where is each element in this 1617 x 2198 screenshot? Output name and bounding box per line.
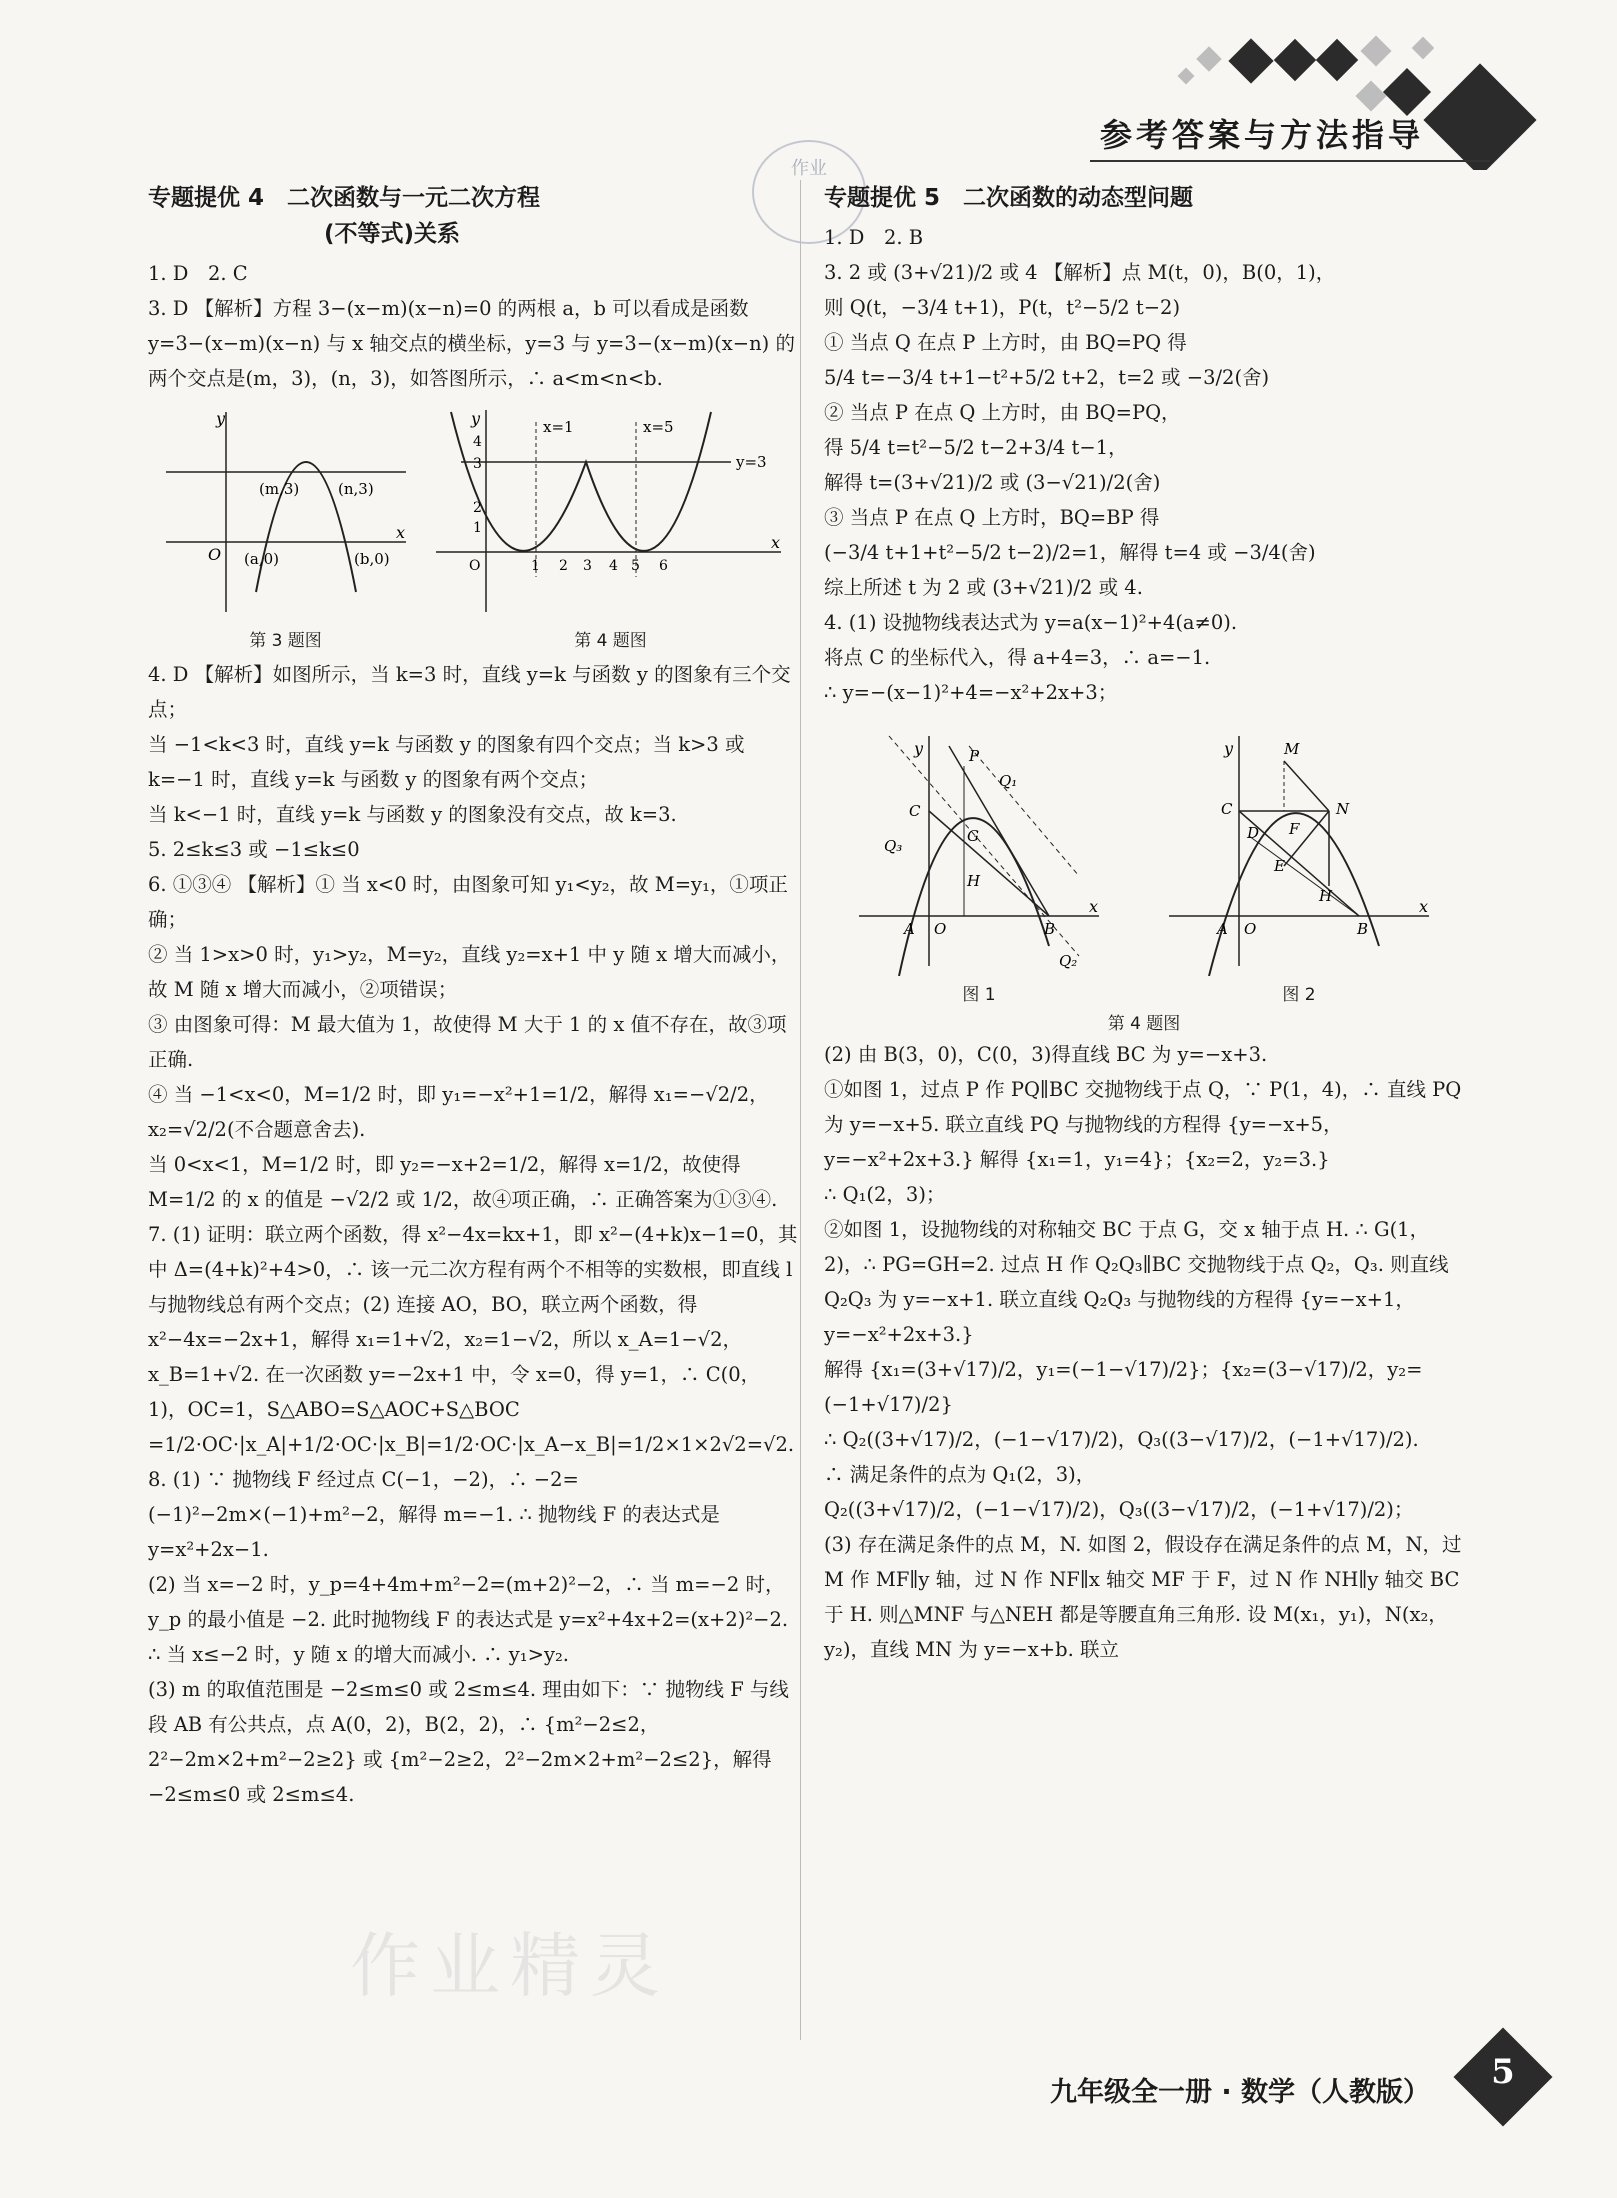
- figure-r-4-1-caption: 图 1: [962, 985, 996, 1005]
- svg-text:G: G: [967, 827, 979, 845]
- answer-5: 5. 2≤k≤3 或 −1≤k≤0: [148, 838, 360, 861]
- svg-text:D: D: [1247, 824, 1260, 842]
- answer-r-3-line7: 解得 t=(3+√21)/2 或 (3−√21)/2(舍): [824, 471, 1161, 494]
- svg-text:2: 2: [472, 500, 482, 516]
- answer-r-4-line2: 将点 C 的坐标代入，得 a+4=3，∴ a=−1.: [824, 646, 1211, 669]
- answer-8-part1: 8. (1) ∵ 抛物线 F 经过点 C(−1，−2)，∴ −2=(−1)²−2m×(−1)+m²−2，解得 m=−1. ∴ 抛物线 F 的表达式是 y=x²+2x−1.: [148, 1468, 720, 1561]
- svg-text:O: O: [934, 920, 947, 938]
- figure-r-4-2: [1159, 716, 1439, 1007]
- answer-r-3-line3: ① 当点 Q 在点 P 上方时，由 BQ=PQ 得: [824, 331, 1187, 354]
- answer-6-part4: ④ 当 −1<x<0，M=1/2 时，即 y₁=−x²+1=1/2，解得 x₁=−√2/2，x₂=√2/2(不合题意舍去).: [148, 1083, 769, 1141]
- answer-4-part3: 当 k<−1 时，直线 y=k 与函数 y 的图象没有交点，故 k=3.: [148, 803, 677, 826]
- svg-text:(a,0): (a,0): [243, 550, 279, 568]
- section-title-5: 专题提优 5 二次函数的动态型问题: [824, 185, 1194, 211]
- svg-text:4: 4: [608, 558, 618, 574]
- svg-text:2: 2: [558, 558, 568, 574]
- figure-r-4-2-graph: [1159, 716, 1439, 976]
- answer-r-3-line8: ③ 当点 P 在点 Q 上方时，BQ=BP 得: [824, 506, 1160, 529]
- svg-text:O: O: [207, 545, 221, 564]
- section-title-4-line1: 专题提优 4 二次函数与一元二次方程: [148, 185, 541, 211]
- figure-4-graph: [431, 402, 791, 622]
- svg-text:y: y: [470, 409, 480, 428]
- answer-r-4-line8: 解得 {x₁=(3+√17)/2，y₁=(−1−√17)/2}；{x₂=(3−√17)/2，y₂=(−1+√17)/2}: [824, 1358, 1423, 1416]
- answer-r-3-line5: ② 当点 P 在点 Q 上方时，由 BQ=PQ，: [824, 401, 1181, 424]
- figure-3-caption: 第 3 题图: [249, 631, 322, 651]
- answer-4-part1: 4. D 【解析】如图所示，当 k=3 时，直线 y=k 与函数 y 的图象有三个交点；: [148, 663, 791, 721]
- answer-8-part3: (3) m 的取值范围是 −2≤m≤0 或 2≤m≤4. 理由如下：∵ 抛物线 F 与线段 AB 有公共点，点 A(0，2)，B(2，2)，∴ {m²−2≤2，2²−2m×2+m²−2≥2} 或 {m²−2≥2，2²−2m×2+m²−2≤2}，解得 −2≤m≤0 或 2≤m≤4.: [148, 1678, 789, 1806]
- left-column: [148, 180, 798, 1812]
- svg-text:(m,3): (m,3): [258, 480, 299, 498]
- footer-book-title: 九年级全一册 · 数学（人教版）: [1050, 2077, 1431, 2108]
- answer-7-part1: 7. (1) 证明：联立两个函数，得 x²−4x=kx+1，即 x²−(4+k)x−1=0，其中 Δ=(4+k)²+4>0，∴ 该一元二次方程有两个不相等的实数根，即直线 l 与抛物线总有两个交点；(2) 连接 AO，BO，联立两个函数，得 x²−4x=−2x+1，解得 x₁=1+√2，x₂=1−√2，所以 x_A=1−√2，x_B=1+√2. 在一次函数 y=−2x+1 中，令 x=0，得 y=1，∴ C(0，1)，OC=1，S△ABO=S△AOC+S△BOC: [148, 1223, 798, 1421]
- svg-text:A: A: [1217, 920, 1228, 938]
- svg-text:x=1: x=1: [542, 418, 574, 436]
- answer-r-4-line7: ②如图 1，设抛物线的对称轴交 BC 于点 G，交 x 轴于点 H. ∴ G(1，2)，∴ PG=GH=2. 过点 H 作 Q₂Q₃∥BC 交抛物线于点 Q₂，Q₃. 则直线 Q₂Q₃ 为 y=−x+1. 联立直线 Q₂Q₃ 与抛物线的方程得 {y=−x+1，y=−x²+2x+3.}: [824, 1218, 1449, 1346]
- answer-r-4-line6: ∴ Q₁(2，3)；: [824, 1183, 946, 1206]
- answer-r-3-line6: 得 5/4 t=t²−5/2 t−2+3/4 t−1，: [824, 436, 1128, 459]
- svg-text:O: O: [1244, 920, 1257, 938]
- svg-text:Q₂: Q₂: [1059, 952, 1078, 970]
- svg-text:x: x: [1089, 897, 1099, 916]
- figure-4-caption: 第 4 题图: [574, 631, 647, 651]
- figure-r-4-2-caption: 图 2: [1282, 985, 1316, 1005]
- answer-8-part2: (2) 当 x=−2 时，y_p=4+4m+m²−2=(m+2)²−2，∴ 当 m=−2 时，y_p 的最小值是 −2. 此时抛物线 F 的表达式是 y=x²+4x+2=(x+2)²−2. ∴ 当 x≤−2 时，y 随 x 的增大而减小. ∴ y₁>y₂.: [148, 1573, 789, 1666]
- answer-r-3-line1: 3. 2 或 (3+√21)/2 或 4 【解析】点 M(t，0)，B(0，1)，: [824, 261, 1336, 284]
- answer-4-part2: 当 −1<k<3 时，直线 y=k 与函数 y 的图象有四个交点；当 k>3 或 k=−1 时，直线 y=k 与函数 y 的图象有两个交点；: [148, 733, 745, 791]
- svg-text:y=3: y=3: [735, 453, 767, 471]
- header-title: 参考答案与方法指导: [1100, 116, 1425, 154]
- figure-r-4-1: [849, 716, 1109, 1007]
- answer-6-part3: ③ 由图象可得：M 最大值为 1，故使得 M 大于 1 的 x 值不存在，故③项正确.: [148, 1013, 787, 1071]
- svg-text:C: C: [1221, 800, 1233, 818]
- answer-3: 3. D 【解析】方程 3−(x−m)(x−n)=0 的两根 a，b 可以看成是函数 y=3−(x−m)(x−n) 与 x 轴交点的横坐标，y=3 与 y=3−(x−m)(x−n) 的两个交点是(m，3)，(n，3)，如答图所示，∴ a<m<n<b.: [148, 297, 795, 390]
- page-number: 5: [1491, 2052, 1515, 2092]
- figures-3-4: [148, 402, 798, 653]
- answer-r-4-line3: ∴ y=−(x−1)²+4=−x²+2x+3；: [824, 681, 1118, 704]
- answer-r-3-line2: 则 Q(t，−3/4 t+1)，P(t，t²−5/2 t−2): [824, 296, 1181, 319]
- svg-text:B: B: [1044, 920, 1056, 938]
- section-title-4: [148, 180, 798, 252]
- svg-text:(b,0): (b,0): [353, 550, 390, 568]
- svg-text:P: P: [969, 747, 980, 765]
- svg-text:Q₃: Q₃: [884, 837, 903, 855]
- answer-r-1-2: 1. D 2. B: [824, 226, 924, 249]
- figures-r-4: [824, 716, 1464, 1007]
- svg-text:6: 6: [658, 558, 668, 574]
- answer-r-4-line9: ∴ Q₂((3+√17)/2，(−1−√17)/2)，Q₃((3−√17)/2，(−1+√17)/2).: [824, 1428, 1419, 1451]
- svg-text:A: A: [904, 920, 915, 938]
- svg-text:5: 5: [630, 558, 640, 574]
- svg-text:F: F: [1289, 820, 1300, 838]
- answer-r-3-line4: 5/4 t=−3/4 t+1−t²+5/2 t+2，t=2 或 −3/2(舍): [824, 366, 1270, 389]
- right-column: [824, 180, 1464, 1667]
- answer-7-part2: =1/2·OC·|x_A|+1/2·OC·|x_B|=1/2·OC·|x_A−x_B|=1/2×1×2√2=√2.: [148, 1433, 795, 1456]
- section-title-4-line2: (不等式)关系: [324, 221, 461, 247]
- svg-text:x: x: [770, 533, 780, 552]
- svg-text:x: x: [1419, 897, 1429, 916]
- figure-4: [431, 402, 791, 653]
- svg-text:1: 1: [530, 558, 540, 574]
- svg-text:E: E: [1274, 857, 1285, 875]
- svg-text:(n,3): (n,3): [337, 480, 374, 498]
- svg-text:1: 1: [472, 520, 482, 536]
- svg-text:3: 3: [582, 558, 592, 574]
- figure-r-4-1-graph: [849, 716, 1109, 976]
- svg-text:M: M: [1284, 740, 1300, 758]
- svg-text:Q₁: Q₁: [999, 772, 1018, 790]
- svg-text:x=5: x=5: [642, 418, 674, 436]
- answer-1-2: 1. D 2. C: [148, 262, 248, 285]
- svg-text:H: H: [967, 872, 981, 890]
- answer-r-3-line10: 综上所述 t 为 2 或 (3+√21)/2 或 4.: [824, 576, 1143, 599]
- figure-3: [156, 402, 416, 653]
- svg-text:y: y: [215, 409, 225, 428]
- answer-6-part5: 当 0<x<1，M=1/2 时，即 y₂=−x+2=1/2，解得 x=1/2，故使得 M=1/2 的 x 的值是 −√2/2 或 1/2，故④项正确，∴ 正确答案为①③④.: [148, 1153, 778, 1211]
- answer-r-4-line1: 4. (1) 设抛物线表达式为 y=a(x−1)²+4(a≠0).: [824, 611, 1238, 634]
- answer-r-4-line4: (2) 由 B(3，0)，C(0，3)得直线 BC 为 y=−x+3.: [824, 1043, 1268, 1066]
- header-rule: [1090, 160, 1490, 162]
- svg-text:N: N: [1336, 800, 1350, 818]
- svg-text:O: O: [468, 558, 480, 574]
- column-divider: [800, 180, 801, 2040]
- stamp-text: 作业: [791, 158, 827, 179]
- answer-r-4-line10: ∴ 满足条件的点为 Q₁(2，3)，: [824, 1463, 1096, 1486]
- answer-r-4-line11: Q₂((3+√17)/2，(−1−√17)/2)，Q₃((3−√17)/2，(−1+√17)/2)；: [824, 1498, 1414, 1521]
- figure-r-4-main-caption: 第 4 题图: [1107, 1014, 1181, 1034]
- svg-text:4: 4: [472, 434, 482, 450]
- answer-r-4-line12: (3) 存在满足条件的点 M，N. 如图 2，假设存在满足条件的点 M，N，过 M 作 MF∥y 轴，过 N 作 NF∥x 轴交 MF 于 F，过 N 作 NH∥y 轴交 BC 于 H. 则△MNF 与△NEH 都是等腰直角三角形. 设 M(x₁，y₁)，N(x₂，y₂)，直线 MN 为 y=−x+b. 联立: [824, 1533, 1462, 1661]
- answer-6-part1: 6. ①③④ 【解析】① 当 x<0 时，由图象可知 y₁<y₂，故 M=y₁，①项正确；: [148, 873, 788, 931]
- watermark: 作业精灵: [350, 1925, 670, 2007]
- answer-r-3-line9: (−3/4 t+1+t²−5/2 t−2)/2=1，解得 t=4 或 −3/4(舍): [824, 541, 1316, 564]
- answer-6-part2: ② 当 1>x>0 时，y₁>y₂，M=y₂，直线 y₂=x+1 中 y 随 x 增大而减小，故 M 随 x 增大而减小，②项错误；: [148, 943, 791, 1001]
- svg-text:H: H: [1319, 887, 1333, 905]
- svg-text:x: x: [395, 523, 405, 542]
- svg-text:y: y: [1224, 739, 1234, 758]
- svg-text:y: y: [914, 739, 924, 758]
- figure-3-graph: [156, 402, 416, 622]
- svg-text:3: 3: [472, 456, 482, 472]
- svg-text:B: B: [1357, 920, 1369, 938]
- svg-text:C: C: [909, 802, 921, 820]
- answer-r-4-line5: ①如图 1，过点 P 作 PQ∥BC 交抛物线于点 Q，∵ P(1，4)，∴ 直线 PQ 为 y=−x+5. 联立直线 PQ 与抛物线的方程得 {y=−x+5，y=−x²+2x+3.} 解得 {x₁=1，y₁=4}；{x₂=2，y₂=3.}: [824, 1078, 1462, 1171]
